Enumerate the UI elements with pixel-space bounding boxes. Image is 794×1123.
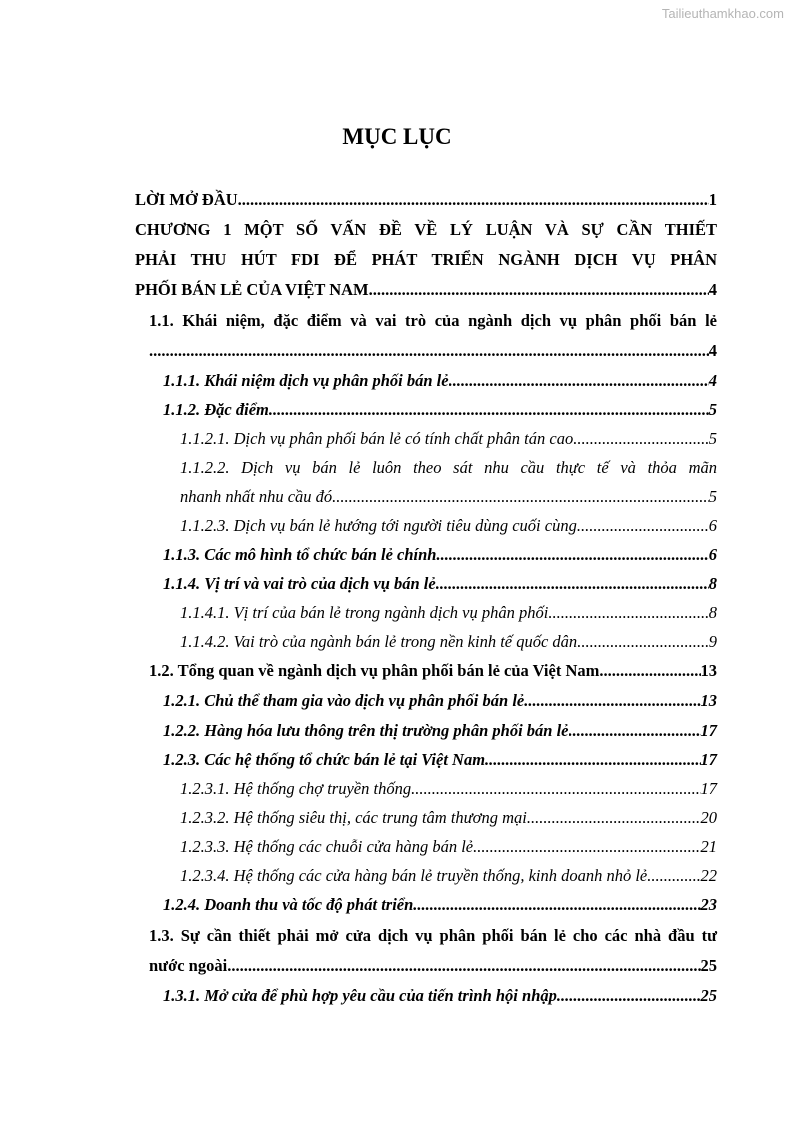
dot-leader [449, 370, 709, 392]
toc-entry-label: PHỐI BÁN LẺ CỦA VIỆT NAM [135, 280, 369, 299]
dot-leader [149, 340, 709, 362]
toc-entry-label: LỜI MỞ ĐẦU [135, 190, 238, 209]
dot-leader [369, 279, 709, 301]
toc-entry-preface[interactable] [135, 189, 717, 211]
dot-leader [413, 894, 700, 916]
toc-page-number: 6 [708, 545, 717, 564]
watermark: Tailieuthamkhao.com [661, 6, 784, 21]
toc-page-number: 13 [700, 661, 717, 680]
toc-entry-label: 1.1.1. Khái niệm dịch vụ phân phối bán lẻ [163, 371, 449, 390]
dot-leader [227, 955, 700, 977]
toc-page-number: 5 [708, 400, 717, 419]
dot-leader [527, 807, 701, 829]
dot-leader [577, 515, 709, 537]
toc-page-number: 17 [700, 779, 717, 798]
dot-leader [269, 399, 709, 421]
toc-entry-label: 1.2.3.4. Hệ thống các cửa hàng bán lẻ truyền thống, kinh doanh nhỏ lẻ [180, 866, 648, 885]
toc-entry-label: 1.2.4. Doanh thu và tốc độ phát triển [163, 895, 414, 914]
toc-entry-label: 1.1.4.2. Vai trò của ngành bán lẻ trong nền kinh tế quốc dân [180, 632, 578, 651]
toc-entry-label: 1.3.1. Mở cửa để phù hợp yêu cầu của tiến trình hội nhập [163, 986, 557, 1005]
dot-leader [548, 602, 708, 624]
toc-entry-1-2-1[interactable] [163, 690, 717, 712]
toc-entry-label: 1.1.4. Vị trí và vai trò của dịch vụ bán lẻ [163, 574, 436, 593]
dot-leader [332, 486, 709, 508]
toc-page-number: 4 [708, 280, 717, 299]
toc-entry-1-1[interactable] [149, 340, 717, 362]
toc-entry-1-3-1[interactable] [163, 985, 717, 1007]
dot-leader [577, 631, 709, 653]
toc-entry-label: 1.2.3. Các hệ thống tổ chức bán lẻ tại Việt Nam [163, 750, 486, 769]
toc-entry-label: 1.2.3.1. Hệ thống chợ truyền thống [180, 779, 412, 798]
toc-page-number: 9 [708, 632, 717, 651]
toc-page-number: 8 [708, 574, 717, 593]
toc-entry-1-2[interactable] [149, 660, 717, 682]
toc-entry-label: nhanh nhất nhu cầu đó [180, 487, 333, 506]
toc-entry-label: 1.1.2.3. Dịch vụ bán lẻ hướng tới người tiêu dùng cuối cùng [180, 516, 577, 535]
toc-entry-1-2-3[interactable] [163, 749, 717, 771]
toc-page-number: 17 [700, 721, 717, 740]
dot-leader [599, 660, 700, 682]
toc-page-number: 22 [700, 866, 717, 885]
toc-page-number: 4 [708, 371, 717, 390]
toc-entry-label: 1.2.3.3. Hệ thống các chuỗi cửa hàng bán lẻ [180, 837, 474, 856]
toc-entry-1-2-4[interactable] [163, 894, 717, 916]
toc-entry-1-1-2-2[interactable] [180, 486, 717, 508]
dot-leader [411, 778, 700, 800]
toc-entry-1-1-1[interactable] [163, 370, 717, 392]
toc-page-number: 13 [700, 691, 717, 710]
toc-page-number: 1 [708, 190, 717, 209]
toc-entry-1-3-line1[interactable]: 1.3. Sự cần thiết phải mở cửa dịch vụ phân phối bán lẻ cho các nhà đầu tư [149, 926, 717, 945]
dot-leader [436, 573, 709, 595]
toc-entry-1-1-2-2-line1[interactable]: 1.1.2.2. Dịch vụ bán lẻ luôn theo sát nhu cầu thực tế và thỏa mãn [180, 458, 717, 477]
toc-entry-1-1-2-1[interactable] [180, 428, 717, 450]
dot-leader [524, 690, 700, 712]
toc-entry-label: 1.2.1. Chủ thể tham gia vào dịch vụ phân phối bán lẻ [163, 691, 525, 710]
toc-entry-1-1-4-1[interactable] [180, 602, 717, 624]
dot-leader [436, 544, 708, 566]
dot-leader [238, 189, 709, 211]
toc-page-number: 5 [708, 429, 717, 448]
dot-leader [573, 428, 709, 450]
toc-page-number: 25 [700, 956, 717, 975]
toc-entry-label: 1.1.2. Đặc điểm [163, 400, 269, 419]
toc-entry-label: 1.2.3.2. Hệ thống siêu thị, các trung tâm thương mại [180, 808, 527, 827]
dot-leader [557, 985, 701, 1007]
toc-page-number: 23 [700, 895, 717, 914]
toc-entry-label: 1.1.4.1. Vị trí của bán lẻ trong ngành dịch vụ phân phối [180, 603, 549, 622]
toc-entry-chapter1-line1[interactable]: CHƯƠNG 1 MỘT SỐ VẤN ĐỀ VỀ LÝ LUẬN VÀ SỰ CẦN THIẾT [135, 220, 717, 239]
toc-page-number: 6 [708, 516, 717, 535]
toc-page-number: 17 [700, 750, 717, 769]
page-title: MỤC LỤC [342, 124, 452, 149]
toc-entry-1-1-3[interactable] [163, 544, 717, 566]
toc-entry-label: 1.2.2. Hàng hóa lưu thông trên thị trường phân phối bán lẻ [163, 721, 569, 740]
toc-entry-1-1-4-2[interactable] [180, 631, 717, 653]
toc-entry-label: 1.1.3. Các mô hình tổ chức bán lẻ chính [163, 545, 437, 564]
toc-entry-1-3[interactable] [149, 955, 717, 977]
toc-entry-1-2-3-1[interactable] [180, 778, 717, 800]
toc-entry-1-1-2[interactable] [163, 399, 717, 421]
toc-entry-1-1-4[interactable] [163, 573, 717, 595]
toc-entry-label: 1.1.2.1. Dịch vụ phân phối bán lẻ có tính chất phân tán cao [180, 429, 574, 448]
toc-entry-1-2-3-2[interactable] [180, 807, 717, 829]
dot-leader [569, 720, 701, 742]
toc-entry-1-1-line1[interactable]: 1.1. Khái niệm, đặc điểm và vai trò của ngành dịch vụ phân phối bán lẻ [149, 311, 717, 330]
dot-leader [485, 749, 700, 771]
toc-entry-chapter1[interactable] [135, 279, 717, 301]
toc-entry-chapter1-line2[interactable]: PHẢI THU HÚT FDI ĐỂ PHÁT TRIỂN NGÀNH DỊCH VỤ PHÂN [135, 250, 717, 269]
toc-entry-label: 1.2. Tổng quan về ngành dịch vụ phân phối bán lẻ của Việt Nam [149, 661, 600, 680]
toc-page-number: 20 [700, 808, 717, 827]
toc-entry-label: nước ngoài [149, 956, 228, 975]
toc-page-number: 5 [708, 487, 717, 506]
toc-entry-1-2-3-3[interactable] [180, 836, 717, 858]
dot-leader [647, 865, 700, 887]
toc-entry-1-2-2[interactable] [163, 720, 717, 742]
toc-page-number: 4 [708, 341, 717, 360]
dot-leader [473, 836, 700, 858]
toc-entry-1-1-2-3[interactable] [180, 515, 717, 537]
toc-page-number: 8 [708, 603, 717, 622]
toc-page-number: 25 [700, 986, 717, 1005]
toc-page-number: 21 [700, 837, 717, 856]
toc-entry-1-2-3-4[interactable] [180, 865, 717, 887]
